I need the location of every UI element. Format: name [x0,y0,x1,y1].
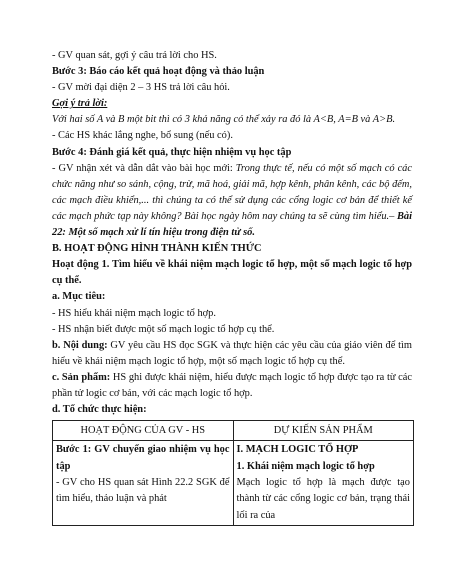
header-expected-product: DỰ KIẾN SẢN PHẨM [233,421,414,441]
activity-1-heading: Hoạt động 1. Tìm hiểu về khái niệm mạch logic tổ hợp, một số mạch logic tổ hợp cụ thể. [52,259,412,287]
concept-heading: 1. Khái niệm mạch logic tổ hợp [236,460,375,472]
table-header-row [53,421,414,441]
intro-question: Trong thực tế, nếu có một số mạch có các chức năng như so sánh, cộng, trừ, mã hoá, giải mã, hợp kênh, phân kênh, các bộ đếm, các mạch điều khiển,... thì chúng ta có thể sử dụng các cổng logic cơ bản để thiết kế các mạch phức tạp này không? Bài học ngày hôm nay chúng ta sẽ cùng tìm hiểu.– [52,162,412,222]
content-paragraph [52,338,412,370]
product-text: HS ghi được khái niệm, hiểu được mạch logic tổ hợp được tạo ra từ các phần tử logic cơ bản, với các mạch logic tổ hợp. [52,371,413,399]
step-3-heading: Bước 3: Báo cáo kết quả hoạt động và thảo luận [52,66,265,78]
activity-table [52,420,414,526]
hint-text: Với hai số A và B một bit thì có 3 khả năng có thể xảy ra đó là A<B, A=B và A>B. [52,114,396,126]
product-paragraph [52,370,412,402]
step-1-heading: Bước 1: GV chuyển giao nhiệm vụ học tập [56,444,230,472]
table-row [53,441,414,526]
product-label: c. Sản phẩm: [52,371,113,383]
objective-heading: a. Mục tiêu: [52,291,106,303]
section-i-heading: I. MẠCH LOGIC TỔ HỢP [236,444,359,456]
intro-paragraph [52,161,412,241]
concept-text: Mạch logic tổ hợp là mạch được tạo thành từ các cổng logic cơ bản, trạng thái lối ra của [236,476,410,521]
text-line: - GV quan sát, gợi ý câu trả lời cho HS. [52,50,217,61]
step-1-text: - GV cho HS quan sát Hình 22.2 SGK để tìm hiểu, thảo luận và phát [56,476,230,505]
content-text: GV yêu cầu HS đọc SGK và thực hiện các yêu cầu của giáo viên để tìm hiểu về khái niệm mạch logic tổ hợp, một số mạch logic tổ hợp cụ thể. [52,339,413,367]
text-line: - HS hiểu khái niệm mạch logic tổ hợp. [52,307,216,319]
expected-product-cell [233,441,414,526]
teacher-activity-cell [53,441,234,526]
section-b-heading: B. HOẠT ĐỘNG HÌNH THÀNH KIẾN THỨC [52,243,262,255]
organization-heading: d. Tổ chức thực hiện: [52,404,147,416]
intro-lead: - GV nhận xét và dẫn dắt vào bài học mới: [52,162,236,174]
text-line: - Các HS khác lắng nghe, bổ sung (nếu có). [52,130,233,142]
step-4-heading: Bước 4: Đánh giá kết quả, thực hiện nhiệm vụ học tập [52,146,292,158]
text-line: - HS nhận biết được một số mạch logic tổ hợp cụ thể. [52,323,275,335]
lesson-title: Bài 22: Một số mạch xử lí tín hiệu trong điện tử số. [52,210,412,239]
hint-heading: Gợi ý trả lời: [52,98,108,110]
content-label: b. Nội dung: [52,339,111,351]
header-teacher-student: HOẠT ĐỘNG CỦA GV - HS [53,421,234,441]
text-line: - GV mời đại diện 2 – 3 HS trả lời câu hỏi. [52,82,230,94]
